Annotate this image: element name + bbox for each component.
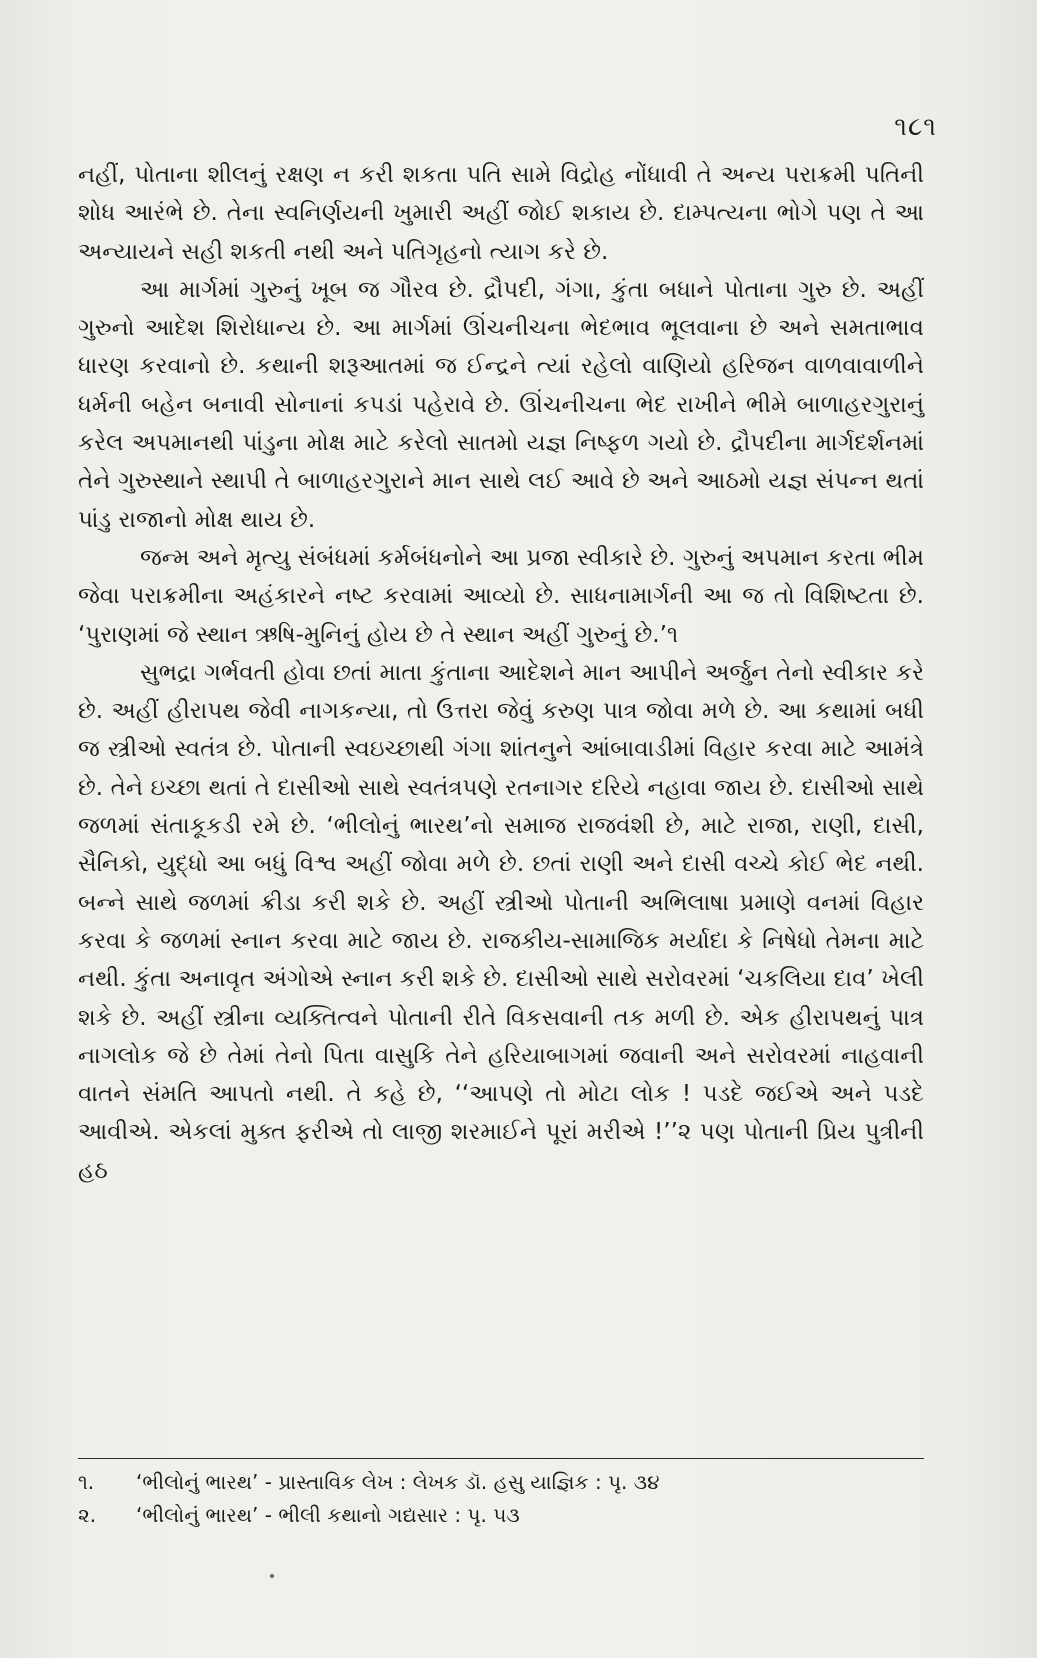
paragraph-karma: જન્મ અને મૃત્યુ સંબંધમાં કર્મબંધનોને આ પ્રજા સ્વીકારે છે. ગુરુનું અપમાન કરતા ભીમ જેવા પરાક્રમીના અહંકારને નષ્ટ કરવામાં આવ્યો છે. સાધનામાર્ગની આ જ તો વિશિષ્ટતા છે. ‘પુરાણમાં જે સ્થાન ઋષિ-મુનિનું હોય છે તે સ્થાન અહીં ગુરુનું છે.’૧ bbox=[78, 544, 924, 648]
footnote-number: ૨. bbox=[78, 1503, 97, 1527]
ink-speck bbox=[270, 1574, 274, 1578]
footnote-number: ૧. bbox=[78, 1470, 95, 1494]
footnote-1 bbox=[78, 1466, 924, 1499]
page-number: ૧૮૧ bbox=[894, 112, 937, 142]
paragraph-continued: નહીં, પોતાના શીલનું રક્ષણ ન કરી શકતા પતિ સામે વિદ્રોહ નોંધાવી તે અન્ય પરાક્રમી પતિની શોધ આરંભે છે. તેના સ્વનિર્ણયની ખુમારી અહીં જોઈ શકાય છે. દામ્પત્યના ભોગે પણ તે આ અન્યાયને સહી શકતી નથી અને પતિગૃહનો ત્યાગ કરે છે. bbox=[78, 162, 924, 265]
paragraph-guru: આ માર્ગમાં ગુરુનું ખૂબ જ ગૌરવ છે. દ્રૌપદી, ગંગા, કુંતા બધાને પોતાના ગુરુ છે. અહીં ગુરુનો આદેશ શિરોધાન્ય છે. આ માર્ગમાં ઊંચનીચના ભેદભાવ ભૂલવાના છે અને સમતાભાવ ધારણ કરવાનો છે. કથાની શરૂઆતમાં જ ઈન્દ્રને ત્યાં રહેલો વાણિયો હરિજન વાળવાવાળીને ધર્મની બહેન બનાવી સોનાનાં કપડાં પહેરાવે છે. ઊંચનીચના ભેદ રાખીને ભીમે બાળાહરગુરાનું કરેલ અપમાનથી પાંડુના મોક્ષ માટે કરેલો સાતમો યજ્ઞ નિષ્ફળ ગયો છે. દ્રૌપદીના માર્ગદર્શનમાં તેને ગુરુસ્થાને સ્થાપી તે બાળાહરગુરાને માન સાથે લઈ આવે છે અને આઠમો યજ્ઞ સંપન્ન થતાં પાંડુ રાજાનો મોક્ષ થાય છે. bbox=[78, 276, 924, 533]
body-text bbox=[78, 156, 924, 1190]
footnote-text: ‘ભીલોનું ભારથ’ - પ્રાસ્તાવિક લેખ : લેખક ડૉ. હસુ યાજ્ઞિક : પૃ. ૩૪ bbox=[136, 1470, 660, 1494]
paragraph-women: સુભદ્રા ગર્ભવતી હોવા છતાં માતા કુંતાના આદેશને માન આપીને અર્જુન તેનો સ્વીકાર કરે છે. અહીં હીરાપથ જેવી નાગકન્યા, તો ઉત્તરા જેવું કરુણ પાત્ર જોવા મળે છે. આ કથામાં બધી જ સ્ત્રીઓ સ્વતંત્ર છે. પોતાની સ્વઇચ્છાથી ગંગા શાંતનુને આંબાવાડીમાં વિહાર કરવા માટે આમંત્રે છે. તેને ઇચ્છા થતાં તે દાસીઓ સાથે સ્વતંત્રપણે રતનાગર દરિયે નહાવા જાય છે. દાસીઓ સાથે જળમાં સંતાકૂકડી રમે છે. ‘ભીલોનું ભારથ’નો સમાજ રાજવંશી છે, માટે રાજા, રાણી, દાસી, સૈનિકો, યુદ્ધો આ બધું વિશ્વ અહીં જોવા મળે છે. છતાં રાણી અને દાસી વચ્ચે કોઈ ભેદ નથી. બન્ને સાથે જળમાં ક્રીડા કરી શકે છે. અહીં સ્ત્રીઓ પોતાની અભિલાષા પ્રમાણે વનમાં વિહાર કરવા કે જળમાં સ્નાન કરવા માટે જાય છે. રાજકીય-સામાજિક મર્યાદા કે નિષેધો તેમના માટે નથી. કુંતા અનાવૃત અંગોએ સ્નાન કરી શકે છે. દાસીઓ સાથે સરોવરમાં ‘ચકલિયા દાવ’ ખેલી શકે છે. અહીં સ્ત્રીના વ્યક્તિત્વને પોતાની રીતે વિકસવાની તક મળી છે. એક હીરાપથનું પાત્ર નાગલોક જે છે તેમાં તેનો પિતા વાસુકિ તેને હરિયાબાગમાં જવાની અને સરોવરમાં નાહવાની વાતને સંમતિ આપતો નથી. તે કહે છે, ‘‘આપણે તો મોટા લોક ! પડદે જઈએ અને પડદે આવીએ. એકલાં મુક્ત ફરીએ તો લાજી શરમાઈને પૂરાં મરીએ !’’૨ પણ પોતાની પ્રિય પુત્રીની હઠ bbox=[78, 659, 924, 1184]
footnote-2 bbox=[78, 1499, 924, 1532]
footnote-divider bbox=[78, 1458, 924, 1459]
footnote-text: ‘ભીલોનું ભારથ’ - ભીલી કથાનો ગદ્યસાર : પૃ. ૫૩ bbox=[136, 1503, 520, 1527]
footnotes bbox=[78, 1466, 924, 1532]
